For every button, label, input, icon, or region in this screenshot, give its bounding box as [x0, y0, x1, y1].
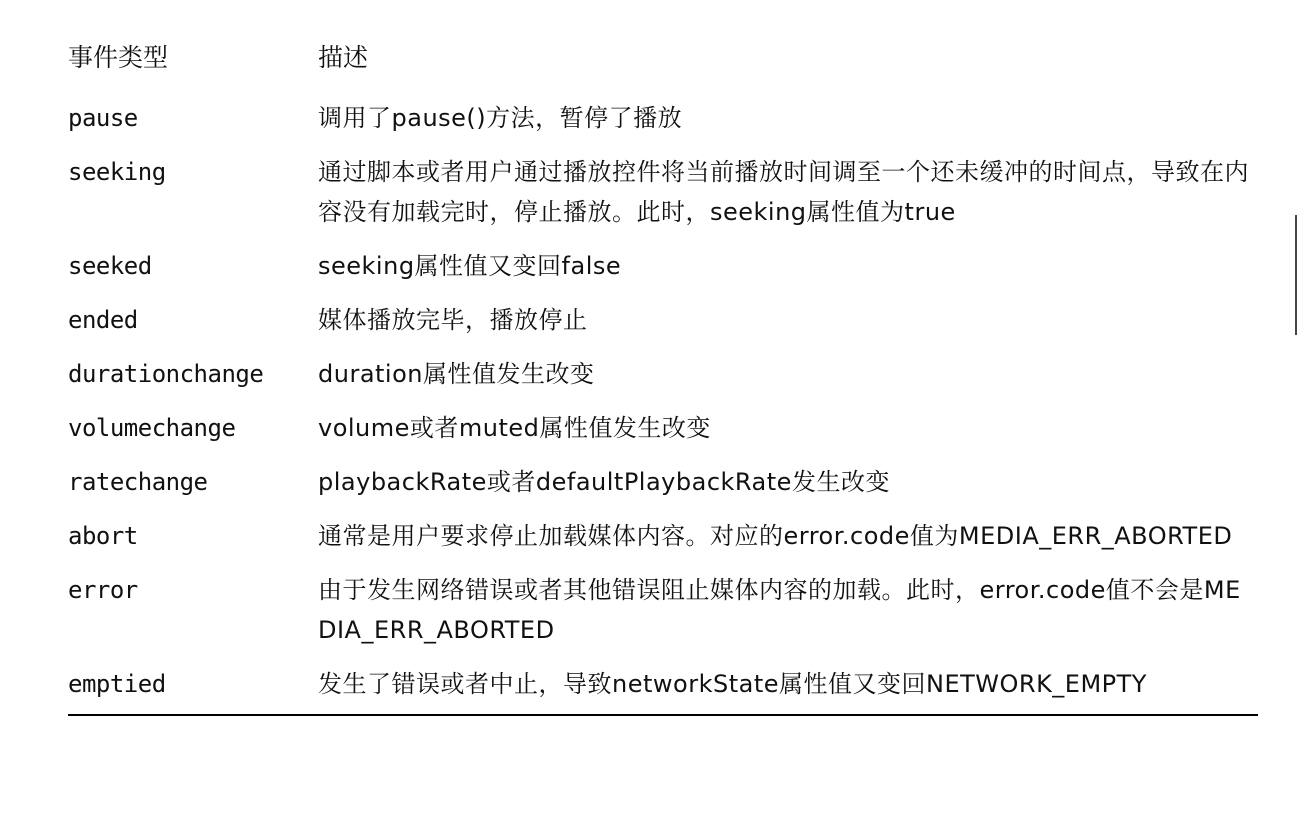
- event-name: durationchange: [68, 360, 264, 388]
- table-row: [68, 454, 1258, 508]
- table-row: [68, 144, 1258, 238]
- event-description: 调用了pause()方法，暂停了播放: [318, 104, 683, 132]
- event-name: emptied: [68, 656, 318, 715]
- table-row: [68, 346, 1258, 400]
- event-description: duration属性值发生改变: [318, 360, 595, 388]
- media-events-table: [68, 30, 1258, 716]
- event-name: volumechange: [68, 414, 236, 442]
- event-name: seeked: [68, 252, 152, 280]
- table-body: [68, 90, 1258, 715]
- table-row: [68, 562, 1258, 656]
- event-name: ratechange: [68, 468, 208, 496]
- table-row: [68, 508, 1258, 562]
- event-description: seeking属性值又变回false: [318, 252, 622, 280]
- event-description: volume或者muted属性值发生改变: [318, 414, 711, 442]
- event-name: error: [68, 576, 138, 604]
- table-row: [68, 400, 1258, 454]
- table-row: [68, 292, 1258, 346]
- event-name: seeking: [68, 158, 166, 186]
- event-name: pause: [68, 104, 138, 132]
- event-description: 由于发生网络错误或者其他错误阻止媒体内容的加载。此时，error.code值不会是MEDIA_ERR_ABORTED: [318, 576, 1241, 644]
- table-row: [68, 238, 1258, 292]
- event-description: 发生了错误或者中止，导致networkState属性值又变回NETWORK_EMPTY: [318, 656, 1258, 715]
- event-name: ended: [68, 306, 138, 334]
- event-description: 媒体播放完毕，播放停止: [318, 306, 588, 334]
- event-description: playbackRate或者defaultPlaybackRate发生改变: [318, 468, 890, 496]
- header-description: 描述: [318, 43, 369, 72]
- table-header: [68, 30, 1258, 90]
- header-event-type: 事件类型: [68, 43, 169, 72]
- event-description: 通过脚本或者用户通过播放控件将当前播放时间调至一个还未缓冲的时间点，导致在内容没有加载完时，停止播放。此时，seeking属性值为true: [318, 158, 1249, 226]
- event-description: 通常是用户要求停止加载媒体内容。对应的error.code值为MEDIA_ERR_ABORTED: [318, 522, 1233, 550]
- table-row: [68, 656, 1258, 715]
- page-edge-mark: [1295, 215, 1297, 335]
- table-header-row: [68, 30, 1258, 90]
- event-name: abort: [68, 522, 138, 550]
- table-row: [68, 90, 1258, 144]
